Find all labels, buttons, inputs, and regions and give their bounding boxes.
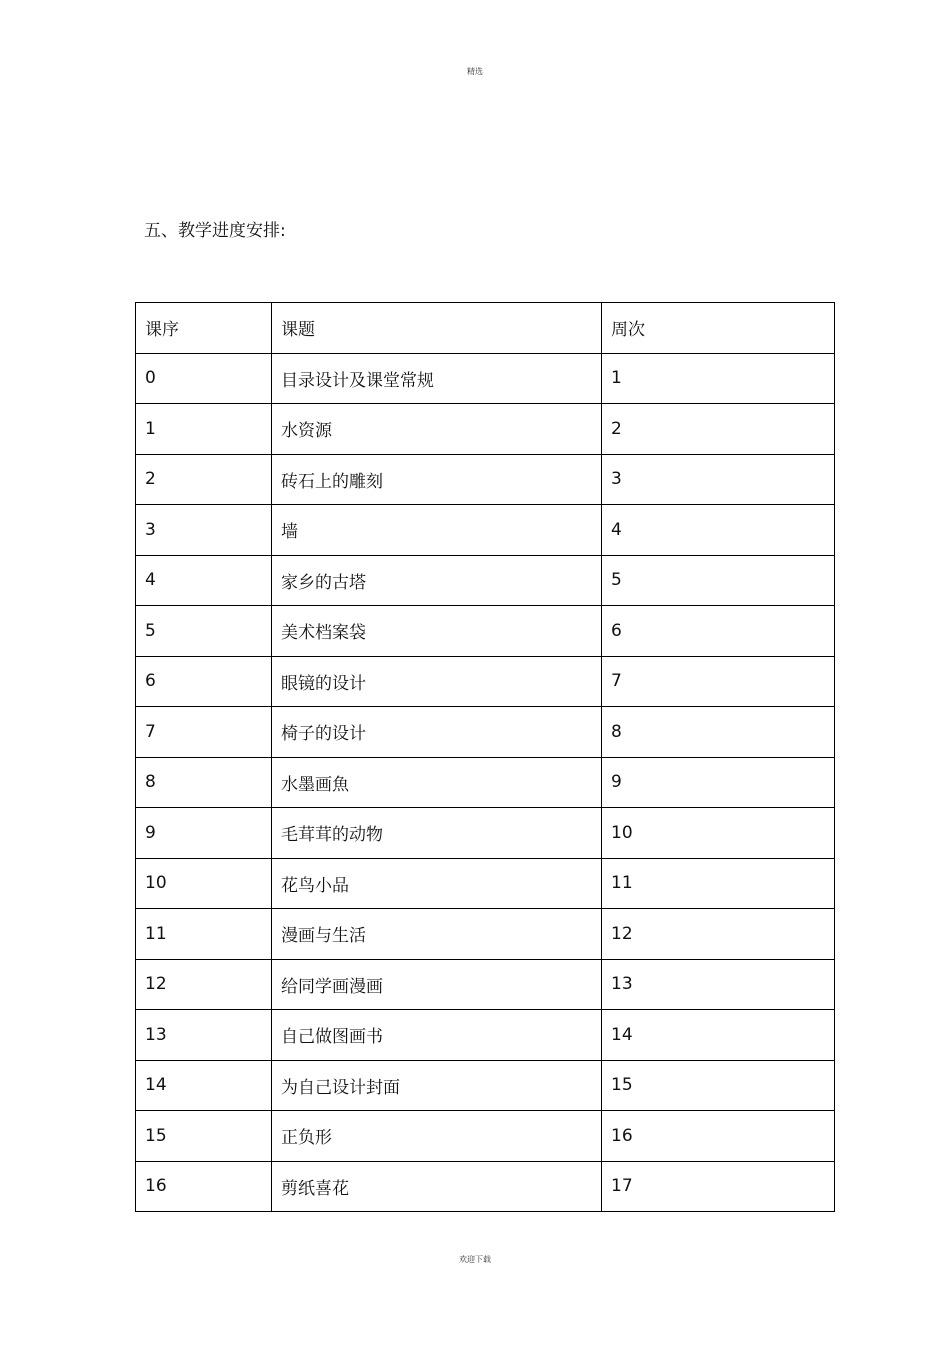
week-cell: 2 [602,404,835,455]
lesson-number-cell: 10 [136,858,272,909]
week-cell: 17 [602,1161,835,1212]
week-cell: 1 [602,353,835,404]
week-cell: 4 [602,505,835,556]
lesson-number-cell: 4 [136,555,272,606]
table-row [136,1010,835,1061]
week-cell: 12 [602,909,835,960]
lesson-number-cell: 9 [136,808,272,859]
table-row [136,404,835,455]
lesson-number-cell: 14 [136,1060,272,1111]
week-cell: 14 [602,1010,835,1061]
lesson-number-cell: 0 [136,353,272,404]
week-cell: 13 [602,959,835,1010]
week-cell: 6 [602,606,835,657]
lesson-number-cell: 6 [136,656,272,707]
table-row [136,454,835,505]
lesson-number-cell: 16 [136,1161,272,1212]
lesson-topic-cell: 家乡的古塔 [272,555,602,606]
week-cell: 9 [602,757,835,808]
table-row [136,555,835,606]
table-row [136,808,835,859]
page-header-mark: 精选 [467,67,483,76]
schedule-table-body [136,303,835,1212]
table-row [136,505,835,556]
lesson-number-cell: 1 [136,404,272,455]
week-cell: 7 [602,656,835,707]
lesson-number-cell: 15 [136,1111,272,1162]
lesson-topic-cell: 剪纸喜花 [272,1161,602,1212]
week-cell: 8 [602,707,835,758]
lesson-number-cell: 8 [136,757,272,808]
table-row [136,353,835,404]
lesson-number-cell: 3 [136,505,272,556]
lesson-topic-cell: 目录设计及课堂常规 [272,353,602,404]
header-cell-lesson-number: 课序 [136,303,272,354]
lesson-topic-cell: 正负形 [272,1111,602,1162]
lesson-topic-cell: 水墨画魚 [272,757,602,808]
week-cell: 16 [602,1111,835,1162]
lesson-topic-cell: 美术档案袋 [272,606,602,657]
lesson-topic-cell: 自己做图画书 [272,1010,602,1061]
table-row [136,1111,835,1162]
lesson-number-cell: 5 [136,606,272,657]
section-title: 五、教学进度安排: [144,221,286,241]
week-cell: 15 [602,1060,835,1111]
week-cell: 11 [602,858,835,909]
table-row [136,1161,835,1212]
table-row [136,909,835,960]
lesson-topic-cell: 花鸟小品 [272,858,602,909]
lesson-topic-cell: 椅子的设计 [272,707,602,758]
table-row [136,707,835,758]
table-row [136,606,835,657]
lesson-topic-cell: 砖石上的雕刻 [272,454,602,505]
table-header-row [136,303,835,354]
lesson-topic-cell: 水资源 [272,404,602,455]
table-row [136,1060,835,1111]
lesson-topic-cell: 眼镜的设计 [272,656,602,707]
table-row [136,656,835,707]
lesson-number-cell: 2 [136,454,272,505]
lesson-number-cell: 13 [136,1010,272,1061]
week-cell: 3 [602,454,835,505]
page-footer-mark: 欢迎下载 [459,1255,491,1264]
lesson-topic-cell: 给同学画漫画 [272,959,602,1010]
lesson-number-cell: 11 [136,909,272,960]
schedule-table [135,302,835,1212]
lesson-number-cell: 12 [136,959,272,1010]
lesson-topic-cell: 墙 [272,505,602,556]
header-cell-week: 周次 [602,303,835,354]
table-row [136,858,835,909]
week-cell: 5 [602,555,835,606]
table-row [136,757,835,808]
header-cell-lesson-topic: 课题 [272,303,602,354]
lesson-number-cell: 7 [136,707,272,758]
lesson-topic-cell: 毛茸茸的动物 [272,808,602,859]
lesson-topic-cell: 漫画与生活 [272,909,602,960]
week-cell: 10 [602,808,835,859]
table-row [136,959,835,1010]
lesson-topic-cell: 为自己设计封面 [272,1060,602,1111]
